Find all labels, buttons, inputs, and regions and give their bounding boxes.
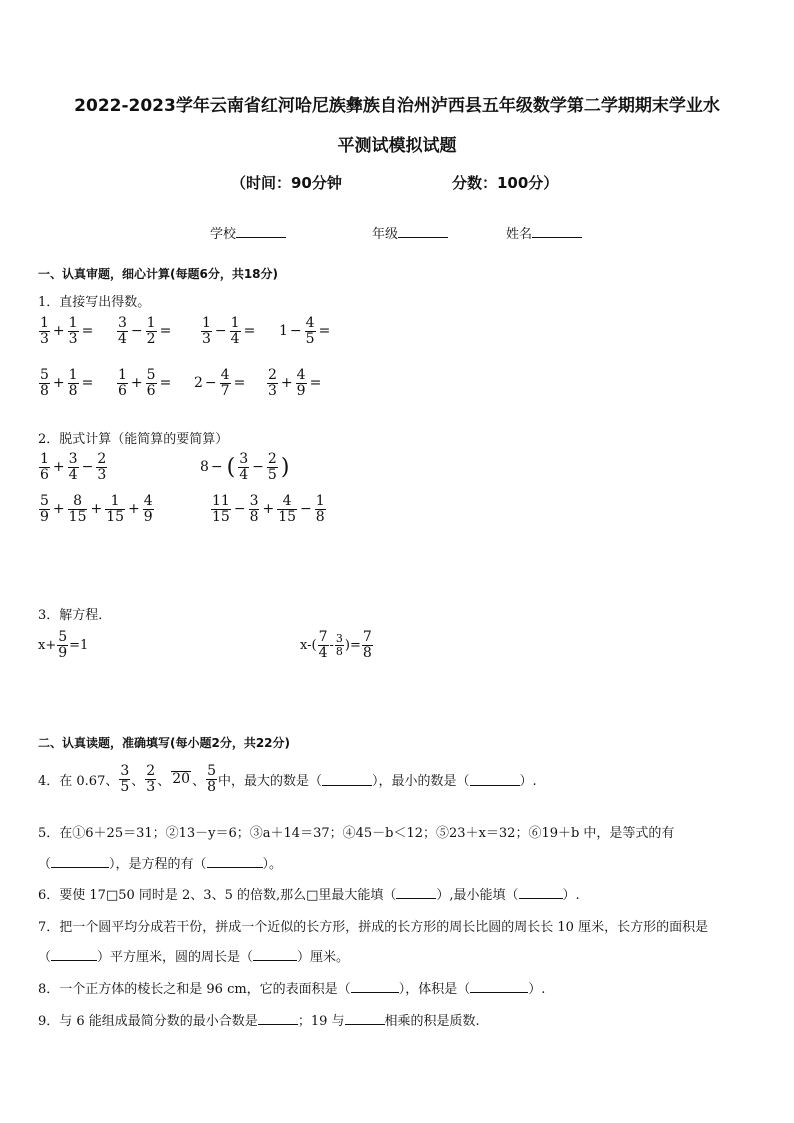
page-title-line2: 平测试模拟试题 (337, 136, 457, 156)
q5-equation-blank[interactable] (51, 855, 109, 868)
q5-equation2-blank[interactable] (207, 855, 263, 868)
name-field (506, 223, 582, 242)
q5-line2: （ ），是方程的有（ ）。 (38, 857, 283, 872)
q1-item-8: $\frac{2}{3}$ + $\frac{4}{9}$ = (268, 367, 322, 399)
school-label: 学校 (210, 227, 237, 242)
q9-composite-blank[interactable] (258, 1012, 298, 1025)
q1-item-6: $\frac{1}{6}$ + $\frac{5}{6}$ = (118, 367, 172, 399)
q8-volume-blank[interactable] (470, 980, 528, 993)
q1-item-2: $\frac{3}{4}$ − $\frac{1}{2}$ = (118, 315, 172, 347)
school-blank[interactable] (236, 225, 286, 238)
q2-item-2: 8 − ( $\frac{3}{4}$ − $\frac{2}{5}$ ) (200, 451, 290, 483)
q4-max-blank[interactable] (322, 773, 372, 786)
q4-min-blank[interactable] (470, 773, 520, 786)
name-blank[interactable] (532, 225, 582, 238)
q6-question: 6．要使 17□50 同时是 2、3、5 的倍数,那么□里最大能填（ ）,最小能填（ ）. (38, 888, 580, 903)
q4-question: 4．在 0.67、 $\frac{3}{5}$ 、 $\frac{2}{3}$ 、 20 、 $\frac{5}{8}$ 中，最大的数是（ ），最小的数是（ ）. (38, 763, 537, 795)
q1-item-5: $\frac{5}{8}$ + $\frac{1}{8}$ = (40, 367, 94, 399)
q7-line2: （ ）平方厘米，圆的周长是（ ）厘米。 (38, 950, 350, 965)
q3-equation-1: x+ $\frac{5}{9}$ =1 (38, 629, 89, 661)
q1-item-7: 2 − $\frac{4}{7}$ = (194, 367, 246, 399)
school-field (210, 223, 286, 242)
grade-label: 年级 (372, 227, 399, 242)
q7-area-blank[interactable] (51, 948, 97, 961)
q2-item-1: $\frac{1}{6}$ + $\frac{3}{4}$ − $\frac{2}{3}$ (40, 451, 107, 483)
q9-prime-blank[interactable] (345, 1012, 385, 1025)
section1-heading: 一、认真审题，细心计算(每题6分，共18分) (38, 267, 279, 281)
section2-heading: 二、认真读题，准确填写(每小题2分，共22分) (38, 736, 291, 750)
name-label: 姓名 (506, 227, 533, 242)
q2-item-4: $\frac{11}{15}$ − $\frac{3}{8}$ + $\frac{4}{15}$ − $\frac{1}{8}$ (212, 493, 325, 525)
q8-surface-blank[interactable] (351, 980, 399, 993)
exam-time: （时间：90分钟 (231, 174, 342, 192)
q2-item-3: $\frac{5}{9}$ + $\frac{8}{15}$ + $\frac{1}{15}$ + $\frac{4}{9}$ (40, 493, 153, 525)
q2-label: 2．脱式计算（能简算的要简算） (38, 432, 229, 447)
q9-question: 9．与 6 能组成最简分数的最小合数是 ；19 与 相乘的积是质数. (38, 1014, 480, 1029)
q1-item-4: 1 − $\frac{4}{5}$ = (279, 315, 331, 347)
q1-item-3: $\frac{1}{3}$ − $\frac{1}{4}$ = (202, 315, 256, 347)
exam-score: 分数：100分） (452, 174, 559, 192)
q7-circumference-blank[interactable] (253, 948, 297, 961)
q5-line1: 5．在①6＋25＝31；②13－y＝6；③a＋14＝37；④45－b＜12；⑤23＋x＝32；⑥19＋b 中，是等式的有 (38, 826, 675, 841)
q1-label: 1．直接写出得数。 (38, 295, 151, 310)
grade-blank[interactable] (398, 225, 448, 238)
q3-equation-2: x-( $\frac{7}{4}$ - $\frac{3}{8}$ )= $\frac{7}{8}$ (300, 629, 372, 661)
q7-line1: 7．把一个圆平均分成若干份，拼成一个近似的长方形，拼成的长方形的周长比圆的周长长 10 厘米，长方形的面积是 (38, 920, 709, 935)
q8-question: 8．一个正方体的棱长之和是 96 cm，它的表面积是（ ），体积是（ ）. (38, 982, 546, 997)
q3-label: 3．解方程． (38, 608, 112, 623)
q1-item-1: $\frac{1}{3}$ + $\frac{1}{3}$ = (40, 315, 94, 347)
page-title-line1: 2022-2023学年云南省红河哈尼族彝族自治州泸西县五年级数学第二学期期末学业水 (74, 96, 720, 116)
q6-min-blank[interactable] (519, 886, 563, 899)
q6-max-blank[interactable] (396, 886, 436, 899)
grade-field (372, 223, 448, 242)
